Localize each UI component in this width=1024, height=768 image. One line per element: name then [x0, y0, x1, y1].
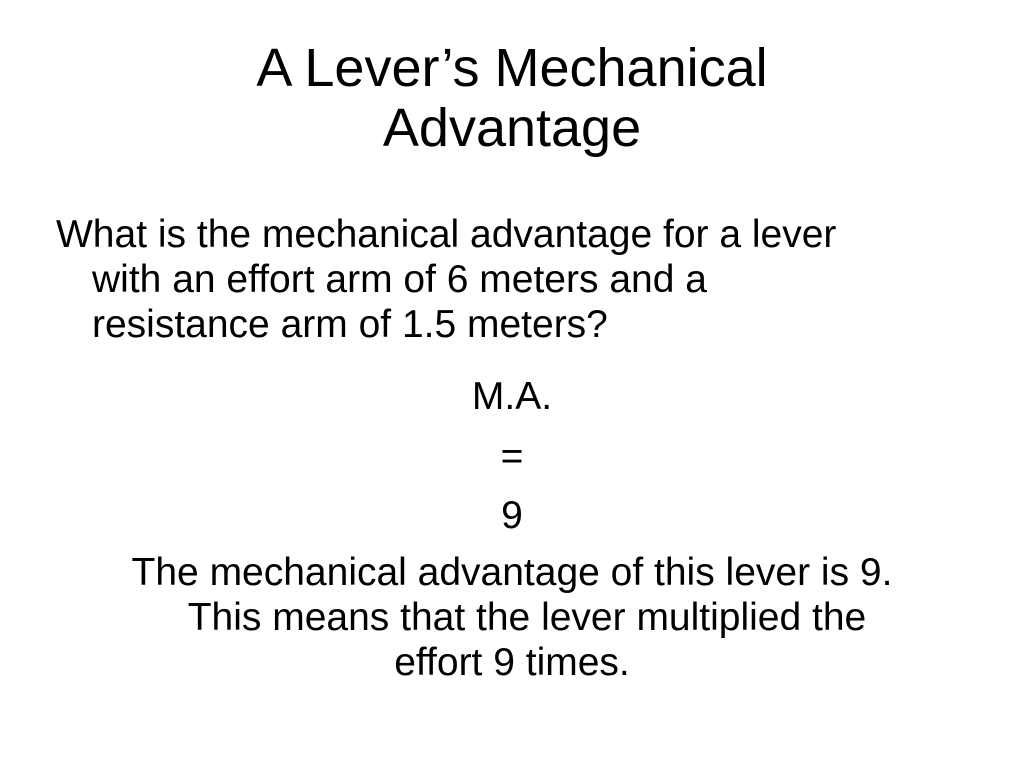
conclusion-line-2: This means that the lever multiplied the	[187, 596, 867, 639]
formula-result: 9	[501, 494, 523, 537]
conclusion-text	[40, 550, 984, 685]
title-line-2: Advantage	[382, 98, 642, 158]
question-line-1: What is the mechanical advantage for a lever	[56, 213, 837, 256]
question-text	[56, 212, 976, 347]
conclusion-line-3: effort 9 times.	[394, 641, 630, 684]
title-line-1: A Lever’s Mechanical	[256, 38, 768, 98]
conclusion-line-1: The mechanical advantage of this lever is 9.	[131, 551, 893, 594]
question-line-3: resistance arm of 1.5 meters?	[92, 303, 608, 346]
slide-title	[100, 38, 924, 158]
question-line-2: with an effort arm of 6 meters and a	[92, 258, 707, 301]
formula-equals: =	[500, 435, 524, 478]
formula-label: M.A.	[471, 375, 553, 418]
